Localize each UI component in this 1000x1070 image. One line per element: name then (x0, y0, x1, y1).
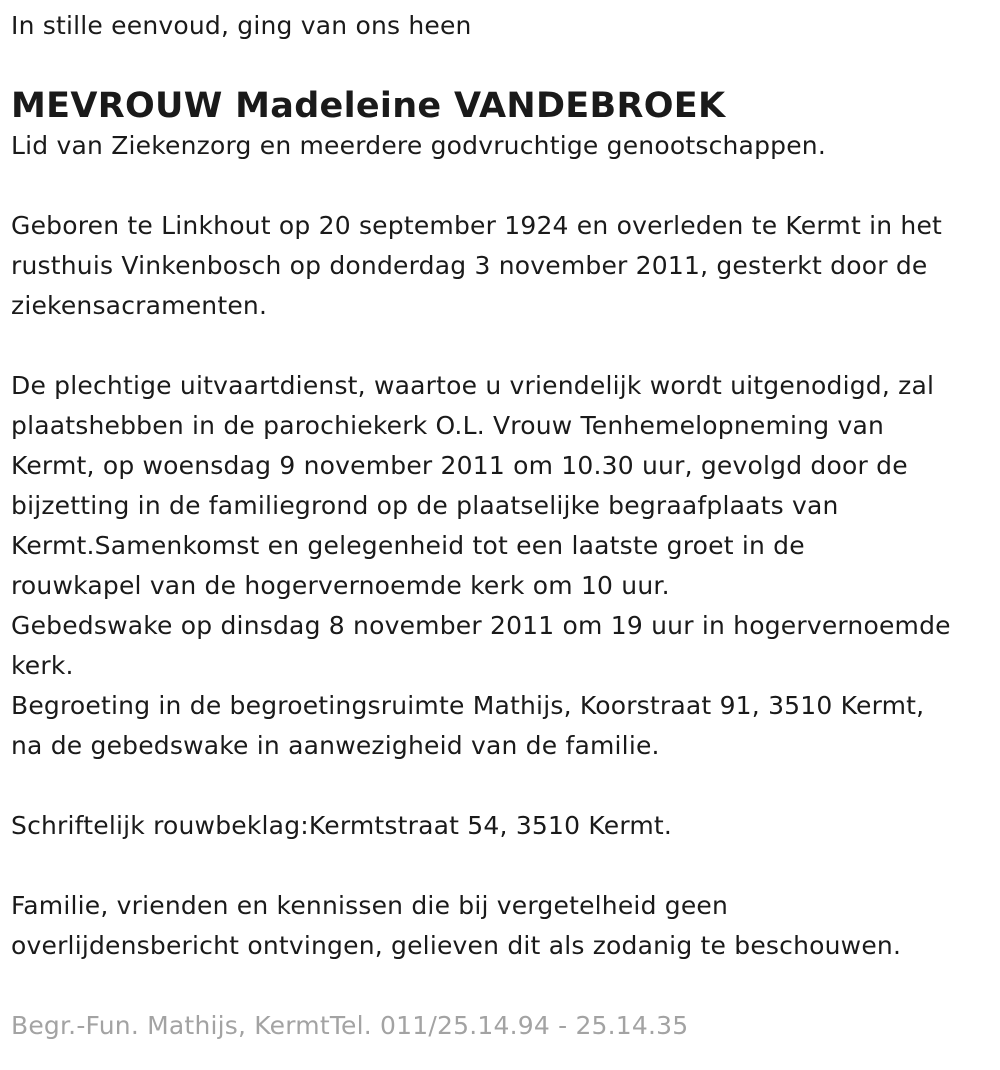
family-note: Familie, vrienden en kennissen die bij vergetelheid geen overlijdensbericht ontvingen, gelieven dit als zodanig te beschouwen. (11, 891, 902, 960)
greeting-paragraph: Begroeting in de begroetingsruimte Mathijs, Koorstraat 91, 3510 Kermt, na de gebedswake in aanwezigheid van de familie. (11, 691, 925, 760)
deceased-name: MEVROUW Madeleine VANDEBROEK (11, 86, 726, 126)
obituary-notice (11, 6, 991, 1046)
intro-line: In stille eenvoud, ging van ons heen (11, 11, 472, 40)
membership-line: Lid van Ziekenzorg en meerdere godvruchtige genootschappen. (11, 131, 826, 160)
funeral-home-footer: Begr.-Fun. Mathijs, KermtTel. 011/25.14.94 - 25.14.35 (11, 1011, 689, 1040)
birth-death-paragraph: Geboren te Linkhout op 20 september 1924 en overleden te Kermt in het rusthuis Vinkenbosch op donderdag 3 november 2011, gesterkt door de ziekensacramenten. (11, 211, 943, 320)
wake-paragraph: Gebedswake op dinsdag 8 november 2011 om 19 uur in hogervernoemde kerk. (11, 611, 951, 680)
condolence-address: Schriftelijk rouwbeklag:Kermtstraat 54, 3510 Kermt. (11, 811, 673, 840)
funeral-paragraph: De plechtige uitvaartdienst, waartoe u vriendelijk wordt uitgenodigd, zal plaatshebben in de parochiekerk O.L. Vrouw Tenhemelopneming van Kermt, op woensdag 9 november 2011 om 10.30 uur, gevolgd door de bijzetting in de familiegrond op de plaatselijke begraafplaats van Kermt.Samenkomst en gelegenheid tot een laatste groet in de rouwkapel van de hogervernoemde kerk om 10 uur. (11, 371, 935, 600)
